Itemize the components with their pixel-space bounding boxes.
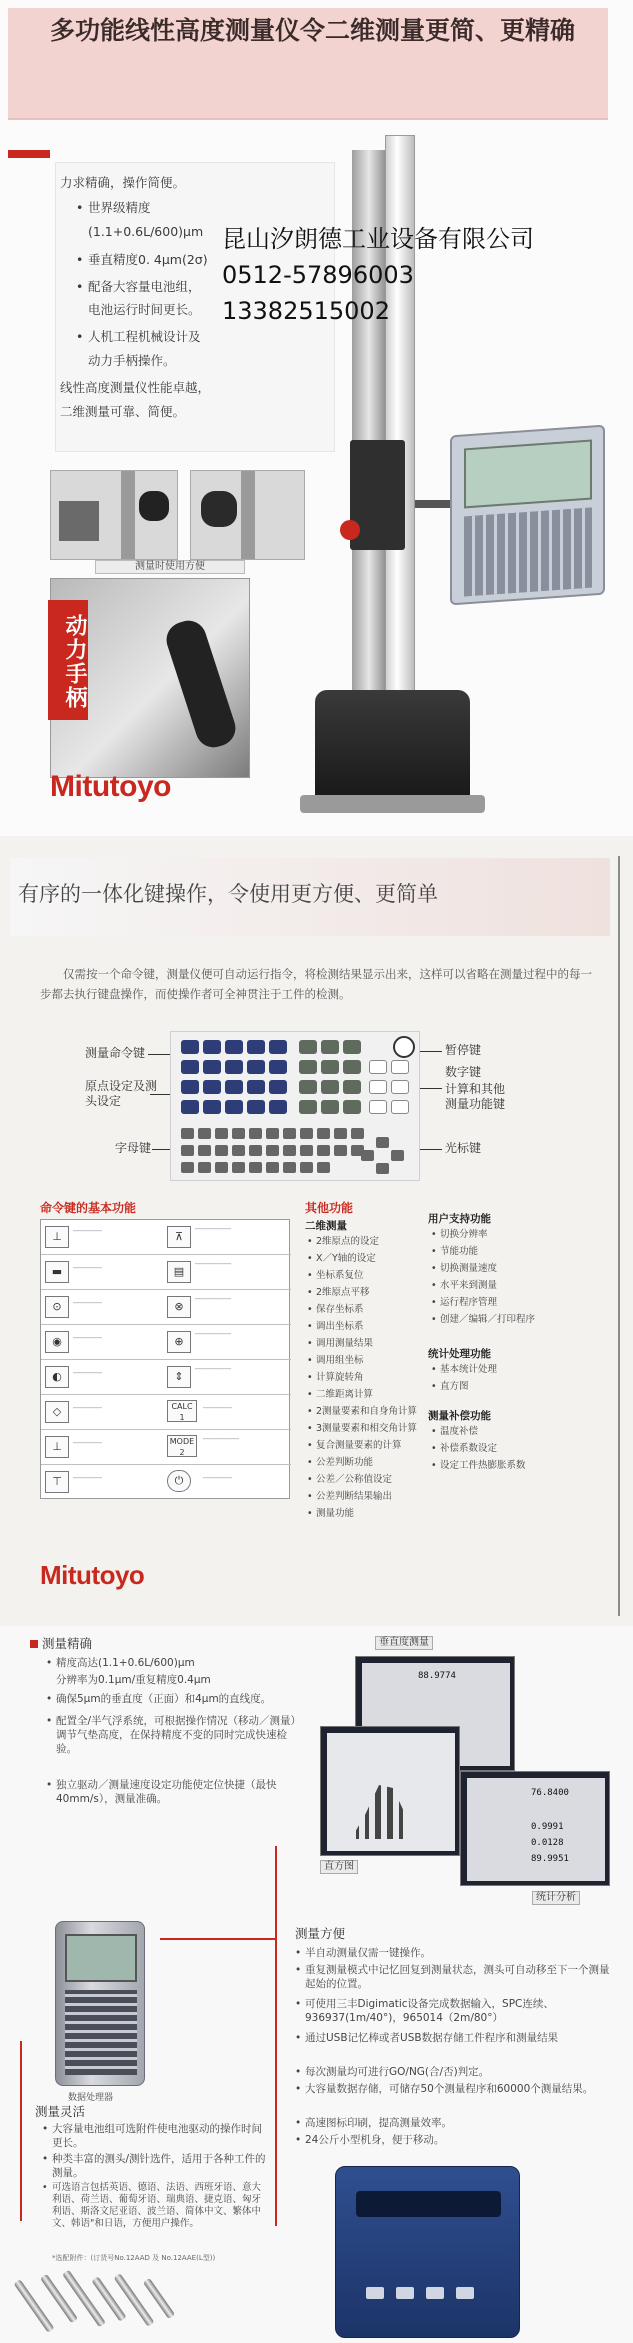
flexibility-item: • 可选语言包括英语、德语、法语、西班牙语、意大利语、荷兰语、葡萄牙语、瑞典语、捷克语、匈牙利语、斯洛文尼亚语、波兰语、简体中文、繁体中文、韩语"和日语，方便用户操作。 (52, 2182, 267, 2230)
company-phone: 0512-57896003 (222, 261, 414, 289)
outro-line: 线性高度测量仪性能卓越， (60, 380, 211, 395)
accuracy-item: • 精度高达(1.1+0.6L/600)μm (56, 1656, 296, 1670)
usage-photo-left (50, 470, 178, 560)
device-screen (65, 1934, 137, 1982)
power-key-icon: ⏻ (167, 1470, 191, 1492)
convenience-heading: 测量方便 (295, 1926, 346, 1941)
feature-bullet: • 人机工程机械设计及 (88, 329, 201, 345)
two-d-item: • 公差判断功能 (316, 1457, 373, 1469)
two-d-heading: 二维测量 (305, 1220, 347, 1232)
caption-perpendicularity: 垂直度测量 (375, 1636, 433, 1650)
flexibility-item: • 大容量电池组可选附件使电池驱动的操作时间更长。 (52, 2122, 267, 2150)
divider-line (618, 856, 620, 1616)
label-calc-func: 计算和其他 (445, 1082, 506, 1096)
intro-line: 力求精确，操作简便。 (60, 175, 186, 190)
convenience-item: • 每次测量均可进行GO/NG(合/否)判定。 (305, 2065, 615, 2079)
user-support-item: • 水平来到测量 (440, 1280, 497, 1292)
red-connector (160, 1938, 277, 1940)
two-d-item: • 测量功能 (316, 1508, 354, 1520)
convenience-item: • 半自动测量仅需一键操作。 (305, 1946, 615, 1960)
flexibility-heading: 测量灵活 (35, 2104, 86, 2119)
leader-line (148, 1054, 170, 1055)
intro-paragraph: 仅需按一个命令键，测量仪便可自动运行指令，将检测结果显示出来，这样可以省略在测量过程中的每一步都去执行键盘操作，而使操作者可全神贯注于工件的检测。 (40, 967, 592, 1001)
screen-readout: 0.9991 (531, 1822, 564, 1832)
device-caption: 数据处理器 (68, 2093, 114, 2103)
screen-readout: 89.9951 (531, 1854, 569, 1864)
page-title: 多功能线性高度测量仪令二维测量更简、更精确 (50, 16, 576, 45)
label-pause: 暂停键 (445, 1043, 482, 1057)
convenience-item: • 可使用三丰Digimatic设备完成数据输入，SPC连续、936937(1m/40°)，965014（2m/80°） (305, 1997, 615, 2025)
convenience-item: • 重复测量模式中记忆回复到测量状态，测头可自动移至下一个测量起始的位置。 (305, 1963, 615, 1991)
accuracy-item: 分辨率为0.1μm/重复精度0.4μm (56, 1674, 211, 1686)
two-d-item: • 调用组坐标 (316, 1355, 364, 1367)
feature-bullet: • 垂直精度0. 4μm(2σ) (88, 252, 208, 268)
cmd-functions-heading: 命令键的基本功能 (40, 1201, 137, 1215)
console-keypad (464, 507, 592, 596)
convenience-item: • 通过USB记忆棒或者USB数据存储工件程序和测量结果 (305, 2031, 615, 2045)
power-icon (393, 1036, 415, 1058)
label-numeric: 数字键 (445, 1065, 482, 1079)
mitutoyo-logo: Mitutoyo (50, 770, 171, 803)
leader-line (150, 1094, 170, 1095)
height-gauge-column (385, 135, 415, 705)
power-handle-tag: 动力手柄 (48, 600, 88, 720)
mitutoyo-logo: Mitutoyo (40, 1560, 145, 1590)
label-measure-cmd: 测量命令键 (85, 1046, 146, 1060)
panel-key-operation (0, 836, 633, 1626)
two-d-item: • X／Y轴的设定 (316, 1253, 376, 1265)
feature-bullet: • 世界级精度 (88, 200, 151, 216)
two-d-item: • 二维距离计算 (316, 1389, 373, 1401)
outro-line: 二维测量可靠、简便。 (60, 404, 186, 419)
two-d-item: • 2维原点的设定 (316, 1236, 379, 1248)
comp-item: • 补偿系数设定 (440, 1443, 497, 1455)
two-d-item: • 调用测量结果 (316, 1338, 373, 1350)
panel-measurement-features (0, 1626, 633, 2343)
stat-heading: 统计处理功能 (428, 1348, 491, 1360)
accuracy-item: • 确保5μm的垂直度（正面）和4μm的直线度。 (56, 1692, 296, 1706)
calc-key-icon (167, 1400, 197, 1422)
panel-product-overview (0, 0, 633, 836)
two-d-item: • 公差／公称值设定 (316, 1474, 392, 1486)
screen-statistics (460, 1771, 610, 1886)
other-functions-heading: 其他功能 (305, 1201, 354, 1215)
usage-photo-right (190, 470, 305, 560)
feature-bullet-detail: (1.1+0.6L/600)μm (88, 224, 204, 239)
screen-histogram (320, 1726, 460, 1856)
two-d-item: • 调出坐标系 (316, 1321, 364, 1333)
screen-readout: 76.8400 (531, 1788, 569, 1798)
accuracy-item: • 独立驱动／测量速度设定功能使定位快捷（最快40mm/s），测量准确。 (56, 1778, 296, 1806)
convenience-item: • 高速图标印刷，提高测量效率。 (305, 2116, 615, 2130)
user-support-item: • 切换分辨率 (440, 1229, 488, 1241)
printer-slot (356, 2191, 501, 2217)
handle-knob (162, 616, 240, 752)
label-calc-func: 测量功能键 (445, 1097, 506, 1111)
user-support-item: • 切换测量速度 (440, 1263, 497, 1275)
user-support-item: • 创建／编辑／打印程序 (440, 1314, 535, 1326)
two-d-item: • 计算旋转角 (316, 1372, 364, 1384)
company-name: 昆山汐朗德工业设备有限公司 (222, 225, 534, 253)
red-marker (30, 1640, 38, 1648)
calc-key-num: 1 (179, 1413, 185, 1422)
two-d-item: • 保存坐标系 (316, 1304, 364, 1316)
red-connector (20, 2041, 22, 2221)
probe-note: *选配附件：(订货号No.12AAD 及 No.12AAE(L型)) (52, 2254, 216, 2262)
console-arm (415, 500, 455, 508)
stat-item: • 基本统计处理 (440, 1364, 497, 1376)
user-support-item: • 节能功能 (440, 1246, 478, 1258)
gauge-base (315, 690, 470, 810)
gauge-base-foot (300, 795, 485, 813)
leader-line (420, 1149, 442, 1150)
two-d-item: • 3测量要素和相交角计算 (316, 1423, 417, 1435)
command-function-table: ⊥ ──────── ⊼ ────────── ▬ ──────── ▤ ────────── ⊙ ──────── ⊗ ────────── ◉ ──────── ⊕ ────────── ◐ ──────── ⇕ ────────── ◇ ──────── CALC 1 ──────── ⊥ ──────── MODE 2 ────────── ⊤ ──────── ⏻ ──────── (40, 1219, 290, 1499)
company-mobile: 13382515002 (222, 297, 390, 325)
two-d-item: • 复合测量要素的计算 (316, 1440, 402, 1452)
label-origin-probe: 原点设定及测头设定 (85, 1079, 158, 1108)
calc-key-label: CALC (171, 1402, 193, 1411)
user-support-item: • 运行程序管理 (440, 1297, 497, 1309)
data-processor-device (55, 1921, 145, 2086)
section-title: 有序的一体化键操作，令使用更方便、更简单 (18, 882, 438, 906)
two-d-item: • 2测量要素和自身角计算 (316, 1406, 417, 1418)
control-console (450, 425, 605, 606)
two-d-item: • 坐标系复位 (316, 1270, 364, 1282)
stat-item: • 直方图 (440, 1381, 469, 1393)
caption-statistics: 统计分析 (532, 1891, 580, 1905)
comp-item: • 设定工件热膨胀系数 (440, 1460, 526, 1472)
red-knob (340, 520, 360, 540)
convenience-item: • 24公斤小型机身，便于移动。 (305, 2133, 615, 2147)
red-accent-bar (8, 150, 50, 158)
two-d-item: • 公差判断结果输出 (316, 1491, 392, 1503)
mode-key-icon (167, 1435, 197, 1457)
mode-key-num: 2 (179, 1448, 185, 1457)
feature-bullet-detail: 动力手柄操作。 (88, 353, 176, 368)
user-support-heading: 用户支持功能 (428, 1213, 491, 1225)
screen-readout: 88.9774 (418, 1671, 456, 1681)
photo-caption: 测量时使用方便 (95, 560, 245, 574)
red-connector (275, 1846, 277, 2226)
comp-heading: 测量补偿功能 (428, 1410, 491, 1422)
accuracy-item: • 配置全/半气浮系统，可根据操作情况（移动／测量）调节气垫高度，在保持精度不变的同时完成快速检验。 (56, 1714, 296, 1756)
leader-line (420, 1088, 442, 1089)
probe-accessories (20, 2266, 190, 2341)
device-keypad (65, 1990, 137, 2075)
console-screen (464, 439, 592, 508)
keyboard-illustration (170, 1031, 420, 1181)
feature-bullet-detail: 电池运行时间更长。 (88, 302, 201, 317)
leader-line (420, 1051, 442, 1052)
flexibility-item: • 种类丰富的测头/测针选件，适用于各种工件的测量。 (52, 2152, 267, 2180)
label-char-key: 字母键 (115, 1141, 152, 1155)
mode-key-label: MODE (169, 1437, 195, 1446)
convenience-item: • 大容量数据存储，可储存50个测量程序和60000个测量结果。 (305, 2082, 615, 2096)
comp-item: • 温度补偿 (440, 1426, 478, 1438)
accuracy-heading: 测量精确 (42, 1636, 93, 1651)
screen-readout: 0.0128 (531, 1838, 564, 1848)
feature-bullet: • 配备大容量电池组， (88, 279, 201, 295)
printer-unit (335, 2166, 520, 2338)
leader-line (152, 1149, 170, 1150)
label-cursor: 光标键 (445, 1141, 482, 1155)
caption-histogram: 直方图 (320, 1860, 358, 1874)
two-d-item: • 2维原点平移 (316, 1287, 370, 1299)
